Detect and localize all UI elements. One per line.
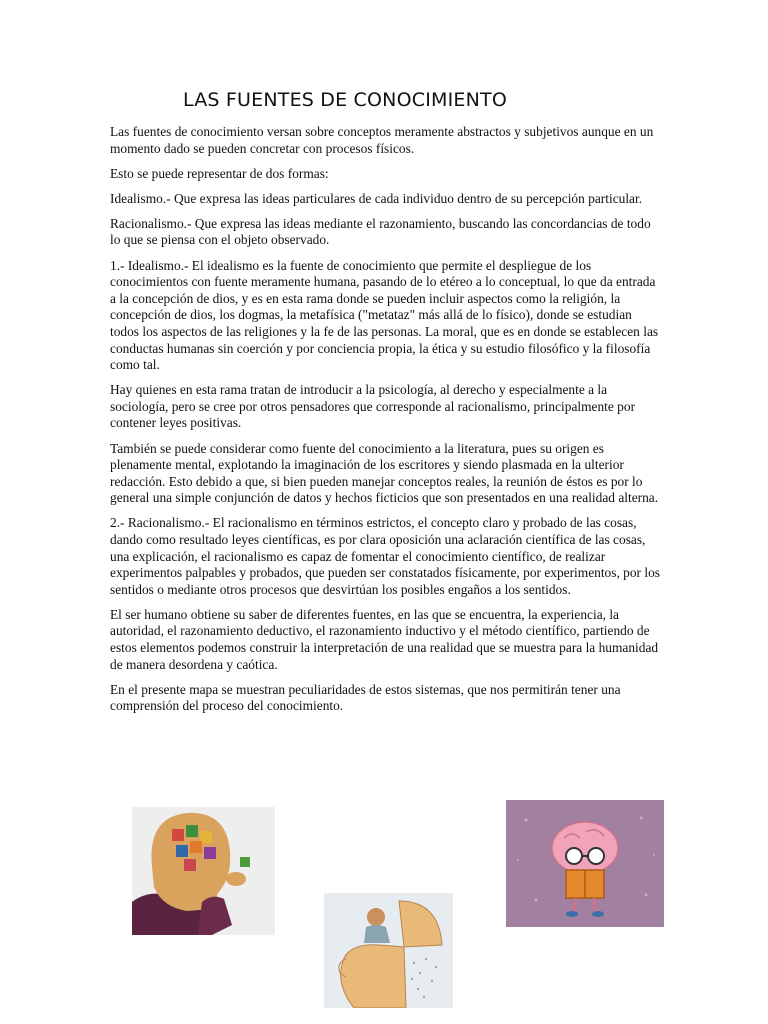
paragraph: Hay quienes en esta rama tratan de introducir a la psicología, al derecho y especialmente a la sociología, pero se cree por otros pensadores que corresponde al racionalismo, principalmente por contener leyes positivas.: [110, 382, 636, 431]
puzzle-head-illustration: [132, 807, 275, 935]
puzzle-head-icon: [132, 807, 275, 935]
paragraph: Las fuentes de conocimiento versan sobre conceptos meramente abstractos y subjetivos aunque en un momento dado se pueden concretar con procesos físicos.: [110, 124, 654, 156]
document-body: [110, 124, 662, 723]
paragraph: Racionalismo.- Que expresa las ideas mediante el razonamiento, buscando las concordancias de todo lo que se piensa con el objeto observado.: [110, 215, 651, 248]
paragraph: Esto se puede representar de dos formas:: [110, 165, 329, 181]
page-title: LAS FUENTES DE CONOCIMIENTO: [183, 89, 507, 111]
brain-reading-icon: [506, 800, 664, 927]
paragraph: 1.- Idealismo.- El idealismo es la fuente de conocimiento que permite el despliegue de los conocimientos con fuente meramente humana, pasando de lo etéreo a lo conceptual, lo que da entrada a la concepción de dios, y es en esta rama donde se pueden incluir aspectos como la religión, la concepción de dios, los dogmas, la metafísica ("metataz" más allá de lo físico), donde se estudian todos los aspectos de las religiones y la fe de las personas. La moral, que es en donde se establecen las conductas humanas sin coerción y por conciencia propia, la ética y su estudio filosófico y la filosofía como tal.: [110, 257, 659, 373]
paragraph: En el presente mapa se muestran peculiaridades de estos sistemas, que nos permitirán tener una comprensión del proceso del conocimiento.: [110, 681, 621, 714]
paragraph: También se puede considerar como fuente del conocimiento a la literatura, pues su origen es plenamente mental, explotando la imaginación de los escritores y siendo plasmada en la ulterior redacción. Esto debido a que, si bien pueden manejar conceptos reales, la reunión de éstos es por lo general una simple conjunción de datos y hechos ficticios que son presentados en una realidad alterna.: [110, 440, 659, 506]
thinker-head-icon: [324, 893, 453, 1008]
brain-reading-illustration: [506, 800, 664, 927]
paragraph: Idealismo.- Que expresa las ideas particulares de cada individuo dentro de su percepción particular.: [110, 190, 643, 206]
open-head-illustration: [324, 893, 453, 1008]
paragraph: El ser humano obtiene su saber de diferentes fuentes, en las que se encuentra, la experiencia, la autoridad, el razonamiento deductivo, el razonamiento inductivo y el método científico, partiendo de estos elementos podemos construir la interpretación de una realidad que se muestra para la humanidad de manera desordena y caótica.: [110, 606, 659, 672]
paragraph: 2.- Racionalismo.- El racionalismo en términos estrictos, el concepto claro y probado de las cosas, dando como resultado leyes científicas, es por clara oposición una aclaración científica de las cosas, una explicación, el racionalismo es capaz de fomentar el conocimiento científico, de realizar experimentos palpables y probados, que pueden ser constatados físicamente, por experimentos, por los sentidos o mediante otros procesos que desvirtúan los posibles engaños a los sentidos.: [110, 515, 660, 597]
